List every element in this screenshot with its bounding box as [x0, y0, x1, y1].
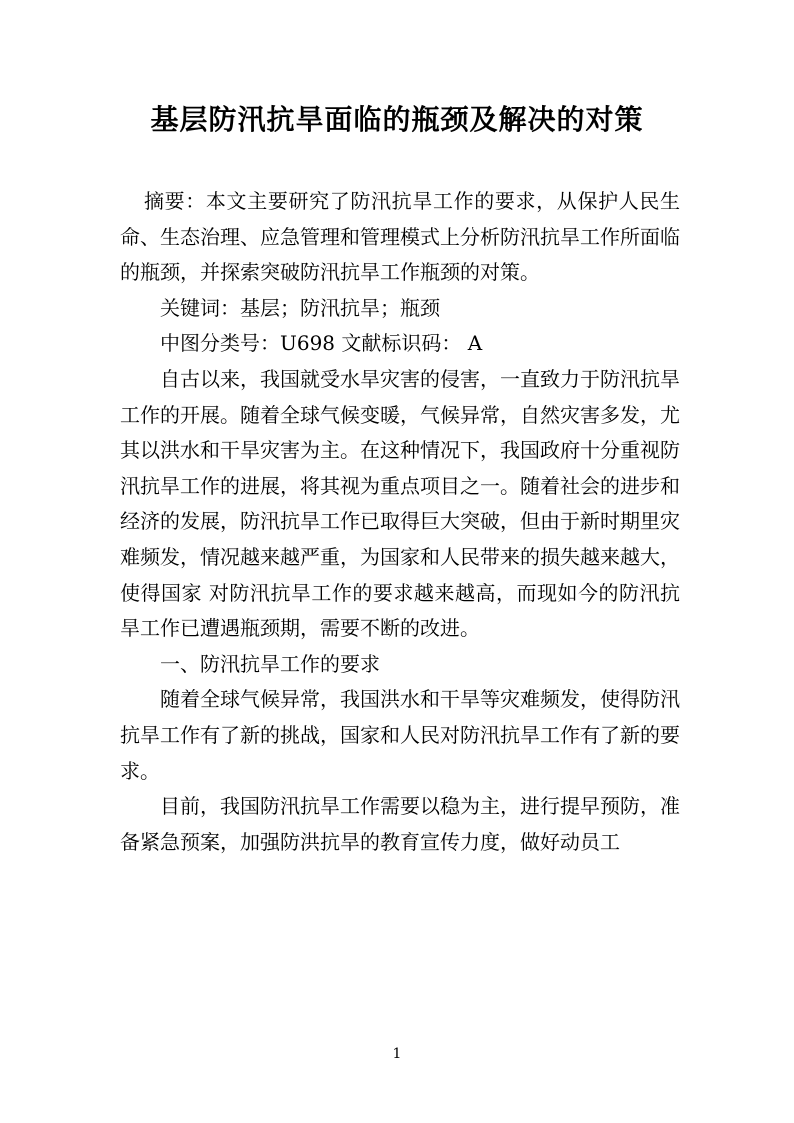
page-number: 1 — [392, 1046, 402, 1062]
document-title: 基层防汛抗旱面临的瓶颈及解决的对策 — [150, 103, 644, 136]
section-heading: 一、防汛抗旱工作的要求 — [160, 651, 380, 676]
keywords-line: 关键词：基层；防汛抗旱；瓶颈 — [160, 295, 440, 320]
document-body — [120, 184, 680, 860]
body-paragraph: 随着全球气候异常，我国洪水和干旱等灾难频发，使得防汛抗旱工作有了新的挑战，国家和人民对防汛抗旱工作有了新的要求。 — [120, 687, 680, 783]
body-paragraph: 自古以来，我国就受水旱灾害的侵害，一直致力于防汛抗旱工作的开展。随着全球气候变暖，气候异常，自然灾害多发，尤其以洪水和干旱灾害为主。在这种情况下，我国政府十分重视防汛抗旱工作的进展，将其视为重点项目之一。随着社会的进步和经济的发展，防汛抗旱工作已取得巨大突破，但由于新时期里灾难频发，情况越来越严重，为国家和人民带来的损失越来越大，使得国家 对防汛抗旱工作的要求越来越高，而现如今的防汛抗旱工作已遭遇瓶颈期，需要不断的改进。 — [120, 366, 680, 641]
classification-line: 中图分类号：U698 文献标识码： A — [160, 331, 483, 356]
body-paragraph: 目前，我国防汛抗旱工作需要以稳为主，进行提早预防，准备紧急预案，加强防洪抗旱的教育宣传力度，做好动员工 — [120, 794, 680, 854]
abstract-paragraph: 摘要：本文主要研究了防汛抗旱工作的要求，从保护人民生命、生态治理、应急管理和管理模式上分析防汛抗旱工作所面临的瓶颈，并探索突破防汛抗旱工作瓶颈的对策。 — [120, 189, 680, 285]
